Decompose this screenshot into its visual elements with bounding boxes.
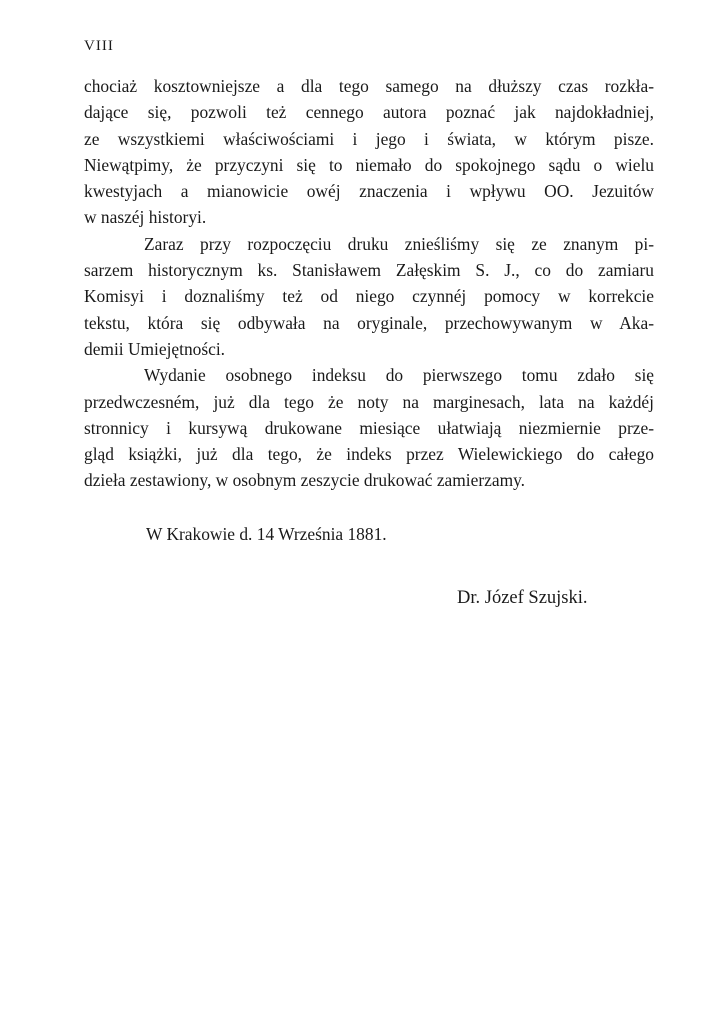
paragraph — [84, 362, 654, 493]
signature: Dr. Józef Szujski. — [457, 588, 588, 608]
text-line: Zaraz przy rozpoczęciu druku znieśliśmy się ze znanym pi- — [144, 233, 654, 254]
text-line: tekstu, która się odbywała na oryginale, przechowywanym w Aka- — [84, 312, 654, 333]
text-line: przedwczesném, już dla tego że noty na marginesach, lata na każdéj — [84, 391, 654, 412]
text-line: Wydanie osobnego indeksu do pierwszego tomu zdało się — [144, 365, 654, 386]
text-line: Komisyi i doznaliśmy też od niego czynnéj pomocy w korrekcie — [84, 286, 654, 307]
paragraph — [84, 73, 654, 231]
text-line: dające się, pozwoli też cennego autora poznać jak najdokładniej, — [84, 102, 654, 123]
date-line: W Krakowie d. 14 Września 1881. — [146, 524, 387, 544]
paragraph — [84, 231, 654, 362]
text-line: dzieła zestawiony, w osobnym zeszycie drukować zamierzamy. — [84, 470, 526, 491]
text-line: sarzem historycznym ks. Stanisławem Załęskim S. J., co do zamiaru — [84, 260, 654, 281]
text-line: w naszéj historyi. — [84, 207, 207, 228]
text-line: ze wszystkiemi właściwościami i jego i świata, w którym pisze. — [84, 128, 654, 149]
text-line: kwestyjach a mianowicie owéj znaczenia i wpływu OO. Jezuitów — [84, 181, 654, 202]
page-number: VIII — [84, 38, 114, 54]
text-line: demii Umiejętności. — [84, 338, 226, 359]
text-line: stronnicy i kursywą drukowane miesiące ułatwiają niezmiernie prze- — [84, 417, 654, 438]
body-text — [84, 73, 654, 494]
text-line: Niewątpimy, że przyczyni się to niemało do spokojnego sądu o wielu — [84, 154, 654, 175]
text-line: chociaż kosztowniejsze a dla tego samego na dłuższy czas rozkła- — [84, 76, 654, 96]
text-line: gląd książki, już dla tego, że indeks przez Wielewickiego do całego — [84, 444, 654, 465]
